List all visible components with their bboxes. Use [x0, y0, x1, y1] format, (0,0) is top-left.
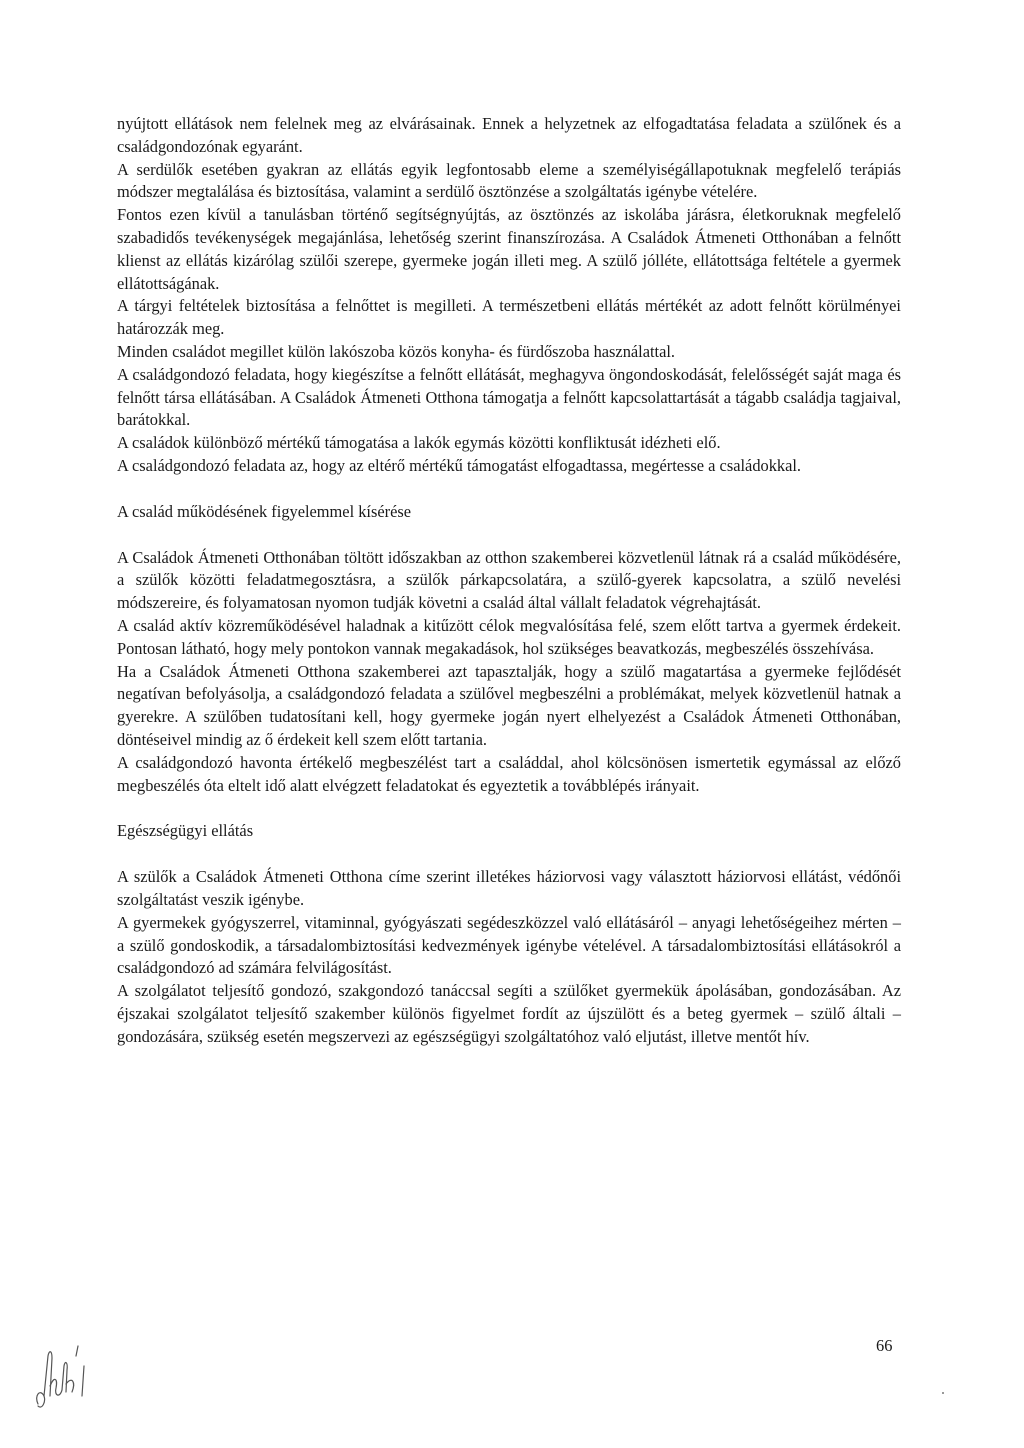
paragraph: A tárgyi feltételek biztosítása a felnőttet is megilleti. A természetbeni ellátás mértékét az adott felnőtt körülményei határozzák meg. [117, 296, 901, 339]
paragraph: Ha a Családok Átmeneti Otthona szakemberei azt tapasztalják, hogy a szülő magatartása a gyermeke fejlődését negatívan befolyásolja, a családgondozó feladata a szülővel megbeszélni a problémákat, melyek közvetlenül hatnak a gyerekre. A szülőben tudatosítani kell, hogy gyermeke jogán nyert elhelyezést a Családok Átmeneti Otthonában, döntéseivel mindig az ő érdekeit kell szem előtt tartania. [117, 661, 901, 749]
scan-speck [942, 1392, 944, 1394]
paragraph: A családgondozó feladata, hogy kiegészítse a felnőtt ellátását, meghagyva öngondoskodását, felelősségét saját maga és felnőtt társa ellátásában. A Családok Átmeneti Otthona támogatja a felnőtt kapcsolattartását a tágabb családja tagjaival, barátokkal. [117, 364, 901, 430]
paragraph: A családok különböző mértékű támogatása a lakók egymás közötti konfliktusát idézheti elő. [117, 433, 721, 453]
section-heading-health-care: Egészségügyi ellátás [117, 821, 254, 841]
handwritten-signature-icon [30, 1326, 100, 1416]
paragraph: A családgondozó feladata az, hogy az eltérő mértékű támogatást elfogadtassa, megértesse a családokkal. [117, 455, 802, 475]
paragraph: Fontos ezen kívül a tanulásban történő segítségnyújtás, az ösztönzés az iskolába járásra, életkoruknak megfelelő szabadidős tevékenységek megajánlása, lehetőség szerint finanszírozása. A Családok Átmeneti Otthonában a felnőtt klienst az ellátás kizárólag szülői szerepe, gyermeke jogán illeti meg. A szülő jólléte, ellátottsága feltétele a gyermek ellátottságának. [117, 205, 901, 293]
paragraph: A Családok Átmeneti Otthonában töltött időszakban az otthon szakemberei közvetlenül látnak rá a család működésére, a szülők közötti feladatmegosztásra, a szülők párkapcsolatára, a szülő-gyerek kapcsolatra, a szülő nevelési módszereire, és folyamatosan nyomon tudják követni a család által vállalt feladatok végrehajtását. [117, 547, 901, 613]
page-number: 66 [876, 1336, 893, 1355]
paragraph: A serdülők esetében gyakran az ellátás egyik legfontosabb eleme a személyiségállapotuknak megfelelő terápiás módszer megtalálása és biztosítása, valamint a serdülő ösztönzése a szolgáltatás igénybe vételére. [117, 159, 901, 202]
paragraph: Minden családot megillet külön lakószoba közös konyha- és fürdőszoba használattal. [117, 341, 676, 361]
paragraph: A családgondozó havonta értékelő megbeszélést tart a családdal, ahol kölcsönösen ismertetik egymással az előző megbeszélés óta eltelt idő alatt elvégzett feladatokat és egyeztetik a továbblépés irányait. [117, 752, 901, 795]
paragraph: nyújtott ellátások nem felelnek meg az elvárásainak. Ennek a helyzetnek az elfogadtatása feladata a szülőnek és a családgondozónak egyaránt. [117, 114, 901, 156]
paragraph: A szolgálatot teljesítő gondozó, szakgondozó tanáccsal segíti a szülőket gyermekük ápolásában, gondozásában. Az éjszakai szolgálatot teljesítő szakember különös figyelmet fordít az újszülött és a beteg gyermek – szülő általi – gondozására, szükség esetén megszervezi az egészségügyi szolgáltatóhoz való eljutást, illetve mentőt hív. [117, 981, 901, 1046]
paragraph: A gyermekek gyógyszerrel, vitaminnal, gyógyászati segédeszközzel való ellátásáról – anyagi lehetőségeihez mérten – a szülő gondoskodik, a társadalombiztosítási kedvezmények igénybe vételével. A társadalombiztosítási ellátásokról a családgondozó ad számára felvilágosítást. [117, 912, 901, 978]
section-heading-family-monitoring: A család működésének figyelemmel kísérése [117, 501, 412, 521]
paragraph: A szülők a Családok Átmeneti Otthona címe szerint illetékes háziorvosi vagy választott háziorvosi ellátást, védőnői szolgáltatást veszik igénybe. [117, 867, 901, 909]
paragraph: A család aktív közreműködésével haladnak a kitűzött célok megvalósítása felé, szem előtt tartva a gyermek érdekeit. Pontosan látható, hogy mely pontokon vannak megakadások, hol szükséges beavatkozás, megbeszélés összehívása. [117, 615, 901, 658]
document-body [117, 113, 901, 1048]
